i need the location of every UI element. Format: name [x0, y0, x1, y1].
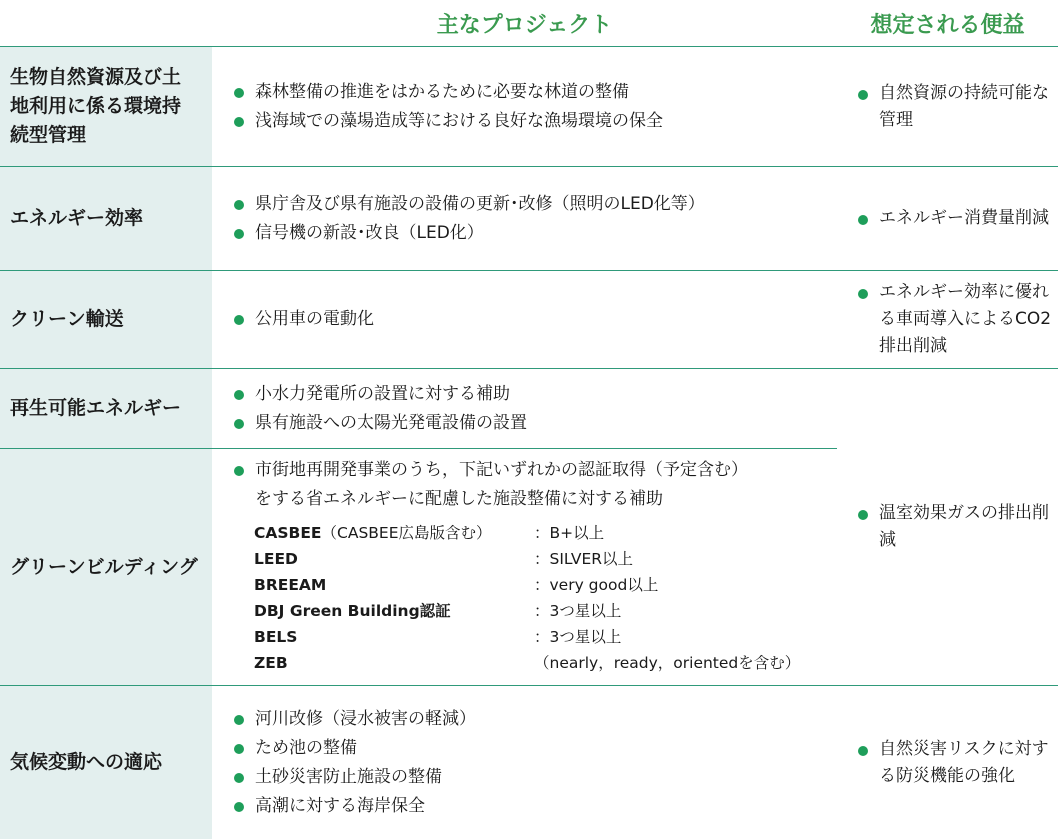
cert-value: ：B+以上: [534, 524, 605, 542]
category-label: 再生可能エネルギー: [10, 397, 182, 419]
cert-name-leed: LEED: [254, 550, 298, 568]
benefit-item: エネルギー効率に優れる車両導入によるCO2排出削減: [854, 279, 1054, 360]
benefit-item: 自然資源の持続可能な管理: [854, 80, 1054, 134]
certification-list: [230, 520, 837, 676]
category-label: 生物自然資源及び土地利用に係る環境持続型管理: [10, 66, 182, 146]
project-item: 公用車の電動化: [230, 305, 837, 334]
category-cell: [0, 167, 212, 270]
project-item: 市街地再開発事業のうち，下記いずれかの認証取得（予定含む）: [230, 456, 837, 485]
project-item: 河川改修（浸水被害の軽減）: [230, 705, 837, 734]
category-label: 気候変動への適応: [10, 751, 163, 773]
category-cell: [0, 686, 212, 839]
project-item: 土砂災害防止施設の整備: [230, 763, 837, 792]
category-label: エネルギー効率: [10, 207, 144, 229]
cert-name-bels: BELS: [254, 628, 298, 646]
category-label: グリーンビルディング: [10, 555, 198, 578]
cert-value: ：3つ星以上: [534, 602, 622, 620]
project-item: ため池の整備: [230, 734, 837, 763]
benefit-cell-shared: [837, 369, 1058, 685]
cert-name-breeam: BREEAM: [254, 576, 327, 594]
benefit-cell: [837, 686, 1058, 839]
project-item: 信号機の新設･改良（LED化）: [230, 219, 837, 248]
benefit-item: エネルギー消費量削減: [854, 205, 1054, 232]
header-projects: 主なプロジェクト: [436, 12, 613, 38]
project-item: 県有施設への太陽光発電設備の設置: [230, 409, 837, 438]
category-cell: [0, 271, 212, 368]
project-item: 森林整備の推進をはかるために必要な林道の整備: [230, 78, 837, 107]
cert-name-dbj: DBJ Green Building認証: [254, 602, 451, 620]
projects-cell: [212, 47, 837, 166]
benefit-cell: [837, 167, 1058, 270]
project-item-continued: をする省エネルギーに配慮した施設整備に対する補助: [255, 489, 663, 509]
project-item: 県庁舎及び県有施設の設備の更新･改修（照明のLED化等）: [230, 190, 837, 219]
benefit-cell: [837, 47, 1058, 166]
projects-cell: [212, 167, 837, 270]
cert-value: ：3つ星以上: [534, 628, 622, 646]
benefit-item: 温室効果ガスの排出削減: [854, 500, 1054, 554]
project-item: 高潮に対する海岸保全: [230, 792, 837, 821]
projects-cell: [230, 456, 837, 676]
project-item: 小水力発電所の設置に対する補助: [230, 380, 837, 409]
benefit-item: 自然災害リスクに対する防災機能の強化: [854, 736, 1054, 790]
header-benefits: 想定される便益: [870, 12, 1025, 38]
benefit-cell: [837, 271, 1058, 368]
cert-name-zeb: ZEB: [254, 654, 288, 672]
projects-cell: [212, 271, 837, 368]
category-cell: [0, 449, 212, 685]
projects-cell: [212, 686, 837, 839]
category-cell: [0, 369, 212, 448]
cert-value: ：very good以上: [534, 576, 659, 594]
projects-cell: [212, 369, 837, 448]
category-label: クリーン輸送: [10, 308, 124, 330]
cert-name-casbee: CASBEE（CASBEE広島版含む）: [254, 524, 492, 542]
cert-value: （nearly，ready，orientedを含む）: [534, 654, 801, 672]
cert-value: ：SILVER以上: [534, 550, 634, 568]
project-item: 浅海域での藻場造成等における良好な漁場環境の保全: [230, 107, 837, 136]
category-cell: [0, 47, 212, 166]
